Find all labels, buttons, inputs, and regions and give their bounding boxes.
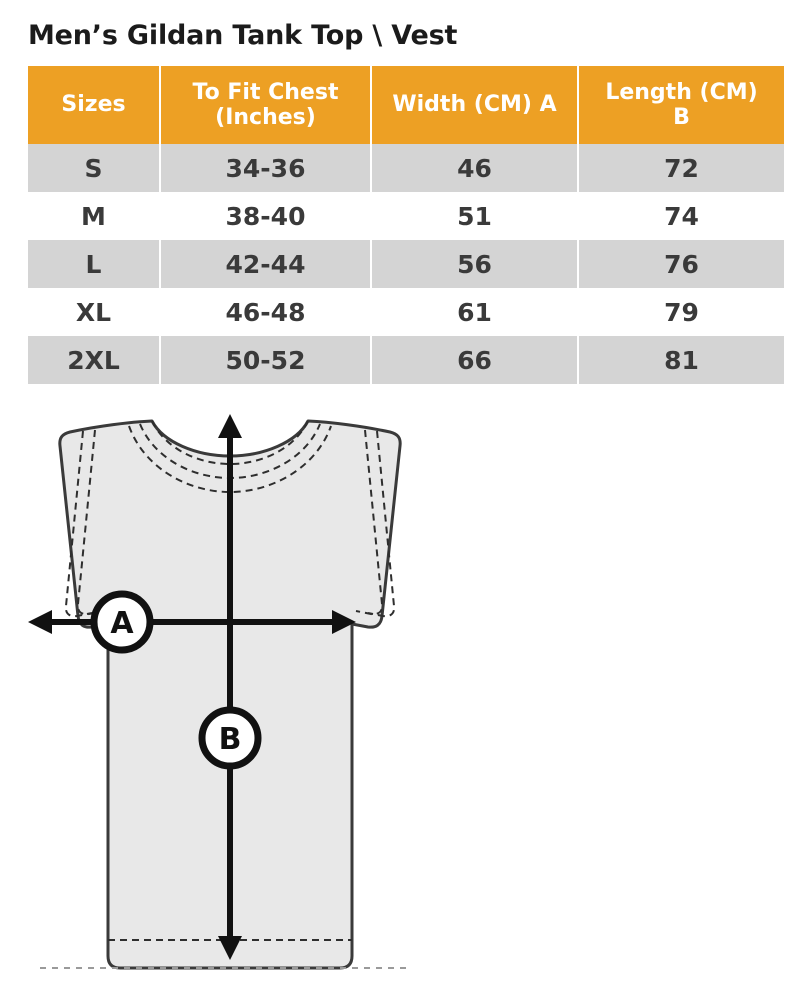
column-header-length	[578, 66, 784, 144]
size-chart-table	[28, 66, 784, 384]
marker-b	[202, 710, 258, 766]
table-row	[28, 288, 784, 336]
table-row	[28, 144, 784, 192]
column-header-width-line1: Width (CM) A	[392, 92, 557, 118]
marker-b-label: B	[218, 722, 242, 757]
column-header-chest-line1: To Fit Chest	[192, 79, 339, 105]
cell-size: 2XL	[28, 336, 160, 384]
cell-width: 51	[371, 192, 578, 240]
page-title: Men’s Gildan Tank Top \ Vest	[28, 20, 458, 51]
cell-length: 81	[578, 336, 784, 384]
cell-chest: 46-48	[160, 288, 371, 336]
cell-length: 72	[578, 144, 784, 192]
garment-diagram	[0, 404, 812, 1000]
column-header-chest	[160, 66, 371, 144]
table-row	[28, 240, 784, 288]
column-header-length-line1: Length (CM)	[605, 79, 758, 105]
cell-width: 46	[371, 144, 578, 192]
column-header-width	[371, 66, 578, 144]
column-header-sizes-line1: Sizes	[61, 92, 126, 118]
cell-length: 79	[578, 288, 784, 336]
marker-a-label: A	[110, 606, 134, 641]
table-header-row	[28, 66, 784, 144]
table-row	[28, 336, 784, 384]
cell-size: XL	[28, 288, 160, 336]
cell-chest: 50-52	[160, 336, 371, 384]
cell-width: 66	[371, 336, 578, 384]
cell-size: L	[28, 240, 160, 288]
cell-chest: 38-40	[160, 192, 371, 240]
table-row	[28, 192, 784, 240]
column-header-chest-line2: (Inches)	[215, 105, 316, 130]
tank-top-illustration	[40, 421, 408, 968]
column-header-length-line2: B	[673, 105, 690, 130]
cell-size: S	[28, 144, 160, 192]
cell-chest: 42-44	[160, 240, 371, 288]
column-header-sizes	[28, 66, 160, 144]
cell-width: 56	[371, 240, 578, 288]
cell-width: 61	[371, 288, 578, 336]
marker-a	[94, 594, 150, 650]
cell-size: M	[28, 192, 160, 240]
cell-chest: 34-36	[160, 144, 371, 192]
cell-length: 76	[578, 240, 784, 288]
cell-length: 74	[578, 192, 784, 240]
